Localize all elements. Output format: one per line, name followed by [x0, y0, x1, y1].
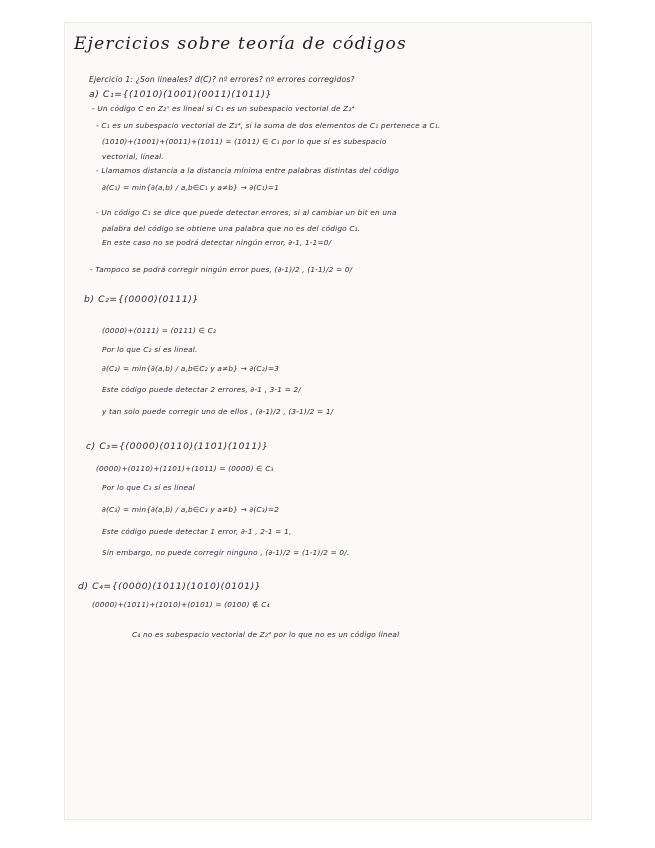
exercise-heading: Ejercicio 1: ¿Son lineales? d(C)? nº errores? nº errores corregidos? [89, 75, 355, 84]
text-line: - Tampoco se podrá corregir ningún error pues, (∂-1)/2 , (1-1)/2 = 0/ [90, 265, 353, 274]
text-line: Sin embargo, no puede corregir ninguno , (∂-1)/2 = (1-1)/2 = 0/. [102, 548, 350, 557]
formula-line: ∂(C₃) = min{∂(a,b) / a,b∈C₃ y a≠b} → ∂(C₃)=2 [102, 505, 280, 514]
text-line: (1010)+(1001)+(0011)+(1011) = (1011) ∈ C₁ por lo que sí es subespacio [102, 137, 387, 146]
text-line: Este código puede detectar 1 error, ∂-1 , 2-1 = 1, [102, 527, 292, 536]
text-line: - Un código C₁ se dice que puede detectar errores, si al cambiar un bit en una [96, 208, 397, 217]
section-a-heading: a) C₁={(1010)(1001)(0011)(1011)} [89, 89, 273, 100]
formula-line: (0000)+(0111) = (0111) ∈ C₂ [102, 326, 217, 335]
text-line: C₄ no es subespacio vectorial de Z₂⁴ por lo que no es un código lineal [132, 630, 400, 639]
text-line: vectorial, lineal. [102, 152, 164, 161]
text-line: palabra del código se obtiene una palabra que no es del código C₁. [102, 224, 361, 233]
text-line: Por lo que C₂ sí es lineal. [102, 345, 198, 354]
section-c-heading: c) C₃={(0000)(0110)(1101)(1011)} [86, 441, 269, 452]
text-line: - Un código C en Z₂ⁿ es lineal si C₁ es un subespacio vectorial de Z₂⁴ [92, 104, 355, 113]
text-line: y tan solo puede corregir uno de ellos , (∂-1)/2 , (3-1)/2 = 1/ [102, 407, 334, 416]
formula-line: (0000)+(1011)+(1010)+(0101) = (0100) ∉ C₄ [92, 600, 270, 609]
formula-line: ∂(C₂) = min{∂(a,b) / a,b∈C₂ y a≠b} → ∂(C₂)=3 [102, 364, 280, 373]
text-line: - Llamamos distancia a la distancia mínima entre palabras distintas del código [96, 166, 399, 175]
page-title: Ejercicios sobre teoría de códigos [74, 34, 407, 54]
text-line: - C₁ es un subespacio vectorial de Z₂⁴, si la suma de dos elementos de C₁ pertenece a C₁. [96, 121, 441, 130]
text-line: Este código puede detectar 2 errores, ∂-1 , 3-1 = 2/ [102, 385, 301, 394]
formula-line: (0000)+(0110)+(1101)+(1011) = (0000) ∈ C₃ [96, 464, 274, 473]
text-line: Por lo que C₃ sí es lineal [102, 483, 196, 492]
section-d-heading: d) C₄={(0000)(1011)(1010)(0101)} [78, 581, 262, 592]
section-b-heading: b) C₂={(0000)(0111)} [84, 294, 199, 305]
text-line: En este caso no se podrá detectar ningún error, ∂-1, 1-1=0/ [102, 238, 332, 247]
formula-line: ∂(C₁) = min{∂(a,b) / a,b∈C₁ y a≠b} → ∂(C₁)=1 [102, 183, 280, 192]
